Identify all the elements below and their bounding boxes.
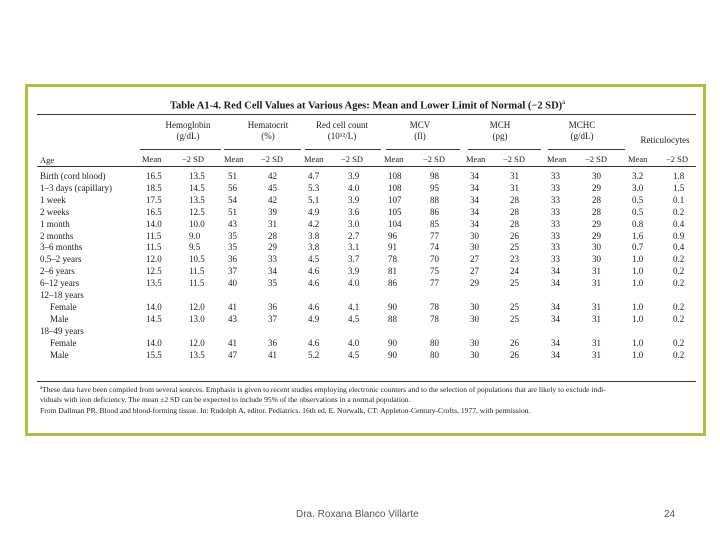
table-row [28, 278, 703, 289]
value-cell: 77 [430, 230, 439, 241]
value-cell: 29 [592, 230, 601, 241]
column-header-7 [615, 135, 715, 146]
value-cell: 33 [551, 194, 560, 205]
age-cell: 2 weeks [40, 206, 70, 217]
value-cell: 33 [551, 182, 560, 193]
value-cell: 78 [388, 254, 397, 265]
value-cell: 0.1 [673, 194, 685, 205]
value-cell: 86 [430, 206, 439, 217]
value-cell: 91 [388, 242, 397, 253]
value-cell: 80 [430, 349, 439, 360]
value-cell: 0.9 [673, 230, 685, 241]
column-group-rule [548, 149, 625, 150]
mean-subheader: Mean [628, 154, 648, 164]
value-cell: 4.5 [308, 254, 320, 265]
table-row [28, 350, 703, 361]
value-cell: 28 [592, 206, 601, 217]
value-cell: 18.5 [146, 182, 162, 193]
value-cell: 31 [510, 171, 519, 181]
source-citation: From Dallman PR. Blood and blood-forming tissue. In: Rudolph A, editor. Pediatrics. 16th ed. E. Norwalk, CT: Appleton-Century-Crofts, 1977, with permission. [40, 406, 531, 415]
value-cell: 11.5 [189, 266, 205, 277]
value-cell: 4.6 [308, 337, 320, 348]
value-cell: 5.2 [308, 349, 320, 360]
table-title-text: Table A1-4. Red Cell Values at Various Ages: Mean and Lower Limit of Normal (−2 SD) [170, 100, 563, 112]
value-cell: 34 [551, 266, 560, 277]
sd-subheader: −2 SD [182, 154, 205, 164]
value-cell: 34 [470, 182, 479, 193]
value-cell: 0.2 [673, 278, 685, 289]
value-cell: 0.2 [673, 349, 685, 360]
value-cell: 4.0 [348, 337, 360, 348]
value-cell: 1.0 [632, 278, 644, 289]
value-cell: 34 [551, 313, 560, 324]
value-cell: 77 [430, 278, 439, 289]
value-cell: 11.5 [189, 278, 205, 289]
mean-subheader: Mean [384, 154, 404, 164]
value-cell: 3.1 [348, 242, 360, 253]
value-cell: 88 [430, 194, 439, 205]
age-cell: Female [50, 301, 77, 312]
table-row [28, 207, 703, 218]
value-cell: 96 [388, 230, 397, 241]
value-cell: 4.9 [308, 206, 320, 217]
value-cell: 95 [430, 182, 439, 193]
value-cell: 3.0 [348, 218, 360, 229]
footnote-line-2: viduals with iron deficiency. The mean ±2 SD can be expected to include 95% of the observations in a normal population. [40, 395, 411, 404]
value-cell: 10.5 [189, 254, 205, 265]
value-cell: 13.0 [189, 313, 205, 324]
table-row [28, 338, 703, 349]
value-cell: 14.5 [146, 313, 162, 324]
value-cell: 75 [430, 266, 439, 277]
age-cell: 1 week [40, 194, 66, 205]
value-cell: 14.0 [146, 301, 162, 312]
value-cell: 34 [268, 266, 277, 277]
value-cell: 13.5 [189, 349, 205, 360]
footer-author: Dra. Roxana Blanco Villarte [296, 509, 419, 520]
sd-subheader: −2 SD [585, 154, 608, 164]
column-header-unit: (fl) [414, 131, 426, 141]
value-cell: 27 [470, 266, 479, 277]
value-cell: 33 [551, 218, 560, 229]
value-cell: 35 [268, 278, 277, 289]
value-cell: 0.2 [673, 254, 685, 265]
value-cell: 3.9 [348, 266, 360, 277]
value-cell: 27 [470, 254, 479, 265]
value-cell: 30 [470, 337, 479, 348]
sd-subheader: −2 SD [261, 154, 284, 164]
value-cell: 1.0 [632, 254, 644, 265]
value-cell: 0.2 [673, 266, 685, 277]
value-cell: 36 [268, 301, 277, 312]
table-row [28, 254, 703, 265]
value-cell: 3.8 [308, 242, 320, 253]
value-cell: 1.0 [632, 337, 644, 348]
page-number: 24 [664, 509, 676, 520]
value-cell: 33 [551, 254, 560, 265]
value-cell: 4.9 [308, 313, 320, 324]
age-cell: Birth (cord blood) [40, 171, 106, 181]
sd-subheader: −2 SD [341, 154, 364, 164]
value-cell: 4.0 [348, 182, 360, 193]
value-cell: 98 [430, 171, 439, 181]
value-cell: 41 [268, 349, 277, 360]
value-cell: 1.0 [632, 313, 644, 324]
value-cell: 12.0 [146, 254, 162, 265]
value-cell: 28 [592, 194, 601, 205]
value-cell: 4.1 [348, 301, 360, 312]
value-cell: 36 [228, 254, 237, 265]
age-cell: 2 months [40, 230, 74, 241]
value-cell: 0.4 [673, 218, 685, 229]
bottom-rule [37, 381, 696, 382]
value-cell: 25 [510, 313, 519, 324]
value-cell: 85 [430, 218, 439, 229]
value-cell: 31 [510, 182, 519, 193]
value-cell: 9.0 [189, 230, 201, 241]
value-cell: 4.0 [348, 278, 360, 289]
value-cell: 33 [551, 171, 560, 181]
value-cell: 74 [430, 242, 439, 253]
value-cell: 33 [551, 242, 560, 253]
value-cell: 39 [268, 206, 277, 217]
value-cell: 5.1 [308, 194, 320, 205]
table-row [28, 183, 703, 194]
value-cell: 12.0 [189, 337, 205, 348]
value-cell: 105 [388, 206, 402, 217]
value-cell: 11.5 [146, 242, 162, 253]
value-cell: 78 [430, 313, 439, 324]
value-cell: 90 [388, 349, 397, 360]
value-cell: 16.5 [146, 206, 162, 217]
value-cell: 29 [592, 218, 601, 229]
value-cell: 0.2 [673, 337, 685, 348]
value-cell: 34 [551, 278, 560, 289]
value-cell: 108 [388, 182, 402, 193]
value-cell: 30 [470, 242, 479, 253]
value-cell: 4.6 [308, 278, 320, 289]
value-cell: 42 [268, 171, 277, 181]
column-header-unit: (g/dL) [176, 131, 200, 141]
table-group-row [28, 326, 703, 337]
value-cell: 43 [228, 313, 237, 324]
age-cell: 18–49 years [40, 325, 84, 336]
value-cell: 31 [592, 337, 601, 348]
value-cell: 30 [470, 349, 479, 360]
value-cell: 13.5 [146, 278, 162, 289]
value-cell: 1.5 [673, 182, 685, 193]
table-row [28, 242, 703, 253]
column-group-rule [305, 149, 381, 150]
column-header-unit: (10¹²/L) [327, 131, 357, 141]
column-header-name: MCHC [568, 120, 596, 130]
value-cell: 1.0 [632, 301, 644, 312]
sd-subheader: −2 SD [666, 154, 689, 164]
value-cell: 25 [510, 301, 519, 312]
value-cell: 4.2 [308, 218, 320, 229]
table-row [28, 266, 703, 277]
age-cell: Male [50, 349, 69, 360]
value-cell: 35 [228, 242, 237, 253]
value-cell: 80 [430, 337, 439, 348]
value-cell: 30 [592, 171, 601, 181]
value-cell: 26 [510, 230, 519, 241]
column-header-unit: (g/dL) [570, 131, 594, 141]
column-header-name: Hematocrit [247, 120, 289, 130]
column-group-rule [386, 149, 460, 150]
value-cell: 30 [470, 230, 479, 241]
column-header-name: MCH [489, 120, 511, 130]
value-cell: 31 [592, 266, 601, 277]
value-cell: 35 [228, 230, 237, 241]
value-cell: 34 [470, 218, 479, 229]
value-cell: 40 [228, 278, 237, 289]
value-cell: 24 [510, 266, 519, 277]
value-cell: 25 [510, 242, 519, 253]
value-cell: 37 [268, 313, 277, 324]
value-cell: 14.0 [146, 218, 162, 229]
value-cell: 41 [228, 337, 237, 348]
value-cell: 1.8 [673, 171, 685, 181]
value-cell: 12.5 [146, 266, 162, 277]
value-cell: 29 [268, 242, 277, 253]
age-cell: Female [50, 337, 77, 348]
value-cell: 23 [510, 254, 519, 265]
value-cell: 56 [228, 182, 237, 193]
value-cell: 70 [430, 254, 439, 265]
value-cell: 0.2 [673, 313, 685, 324]
value-cell: 47 [228, 349, 237, 360]
value-cell: 4.6 [308, 301, 320, 312]
table-row [28, 302, 703, 313]
table-title [170, 98, 565, 112]
value-cell: 30 [592, 242, 601, 253]
column-header-name: MCV [409, 120, 431, 130]
value-cell: 31 [592, 278, 601, 289]
value-cell: 3.2 [632, 171, 644, 181]
table-row [28, 314, 703, 325]
value-cell: 12.0 [189, 301, 205, 312]
value-cell: 10.0 [189, 218, 205, 229]
value-cell: 0.8 [632, 218, 644, 229]
value-cell: 3.0 [632, 182, 644, 193]
value-cell: 33 [551, 206, 560, 217]
table-row [28, 231, 703, 242]
value-cell: 45 [268, 182, 277, 193]
value-cell: 11.5 [146, 230, 162, 241]
value-cell: 0.2 [673, 301, 685, 312]
title-footnote-marker: a [562, 98, 566, 106]
value-cell: 13.5 [189, 194, 205, 205]
column-header-name: Red cell count [316, 120, 368, 130]
value-cell: 34 [551, 349, 560, 360]
value-cell: 108 [388, 171, 402, 181]
value-cell: 4.5 [348, 349, 360, 360]
value-cell: 0.5 [632, 206, 644, 217]
value-cell: 42 [268, 194, 277, 205]
value-cell: 16.5 [146, 171, 162, 181]
mean-subheader: Mean [142, 154, 162, 164]
value-cell: 28 [510, 194, 519, 205]
age-cell: 1 month [40, 218, 70, 229]
value-cell: 26 [510, 349, 519, 360]
value-cell: 43 [228, 218, 237, 229]
age-cell: 1–3 days (capillary) [40, 182, 112, 193]
value-cell: 34 [470, 171, 479, 181]
value-cell: 33 [551, 230, 560, 241]
value-cell: 25 [510, 278, 519, 289]
age-header: Age [40, 155, 55, 165]
value-cell: 34 [551, 337, 560, 348]
value-cell: 0.7 [632, 242, 644, 253]
value-cell: 4.7 [308, 171, 320, 181]
age-cell: 3–6 months [40, 242, 83, 253]
mean-subheader: Mean [224, 154, 244, 164]
value-cell: 3.6 [348, 206, 360, 217]
value-cell: 14.5 [189, 182, 205, 193]
value-cell: 51 [228, 171, 237, 181]
value-cell: 78 [430, 301, 439, 312]
mean-subheader: Mean [304, 154, 324, 164]
column-header-unit: (%) [261, 131, 275, 141]
table-row [28, 195, 703, 206]
column-group-rule [468, 149, 541, 150]
value-cell: 28 [268, 230, 277, 241]
value-cell: 29 [470, 278, 479, 289]
mean-subheader: Mean [466, 154, 486, 164]
value-cell: 31 [592, 301, 601, 312]
value-cell: 34 [470, 194, 479, 205]
column-group-rule [140, 149, 221, 150]
value-cell: 5.3 [308, 182, 320, 193]
value-cell: 88 [388, 313, 397, 324]
value-cell: 104 [388, 218, 402, 229]
value-cell: 34 [470, 206, 479, 217]
table-group-row [28, 290, 703, 301]
table-frame [25, 84, 706, 436]
value-cell: 31 [592, 349, 601, 360]
value-cell: 1.0 [632, 349, 644, 360]
value-cell: 41 [228, 301, 237, 312]
value-cell: 28 [510, 218, 519, 229]
column-header-name: Reticulocytes [640, 135, 690, 145]
value-cell: 3.8 [308, 230, 320, 241]
value-cell: 9.5 [189, 242, 201, 253]
value-cell: 3.9 [348, 194, 360, 205]
value-cell: 0.5 [632, 194, 644, 205]
value-cell: 30 [470, 301, 479, 312]
mean-subheader: Mean [547, 154, 567, 164]
column-group-rule [224, 149, 301, 150]
value-cell: 51 [228, 206, 237, 217]
value-cell: 29 [592, 182, 601, 193]
value-cell: 17.5 [146, 194, 162, 205]
value-cell: 30 [470, 313, 479, 324]
value-cell: 81 [388, 266, 397, 277]
age-cell: 2–6 years [40, 266, 75, 277]
value-cell: 30 [592, 254, 601, 265]
top-rule [37, 114, 696, 115]
age-cell: 6–12 years [40, 278, 80, 289]
sd-subheader: −2 SD [423, 154, 446, 164]
age-cell: Male [50, 313, 69, 324]
value-cell: 3.9 [348, 171, 360, 181]
value-cell: 13.5 [189, 171, 205, 181]
value-cell: 90 [388, 337, 397, 348]
value-cell: 1.0 [632, 266, 644, 277]
table-row [28, 171, 703, 182]
value-cell: 12.5 [189, 206, 205, 217]
value-cell: 31 [592, 313, 601, 324]
value-cell: 37 [228, 266, 237, 277]
value-cell: 54 [228, 194, 237, 205]
value-cell: 4.6 [308, 266, 320, 277]
value-cell: 26 [510, 337, 519, 348]
column-header-name: Hemoglobin [165, 120, 211, 130]
value-cell: 34 [551, 301, 560, 312]
value-cell: 36 [268, 337, 277, 348]
table-row [28, 219, 703, 230]
value-cell: 0.2 [673, 206, 685, 217]
value-cell: 4.5 [348, 313, 360, 324]
value-cell: 28 [510, 206, 519, 217]
value-cell: 14.0 [146, 337, 162, 348]
value-cell: 90 [388, 301, 397, 312]
value-cell: 2.7 [348, 230, 360, 241]
sd-subheader: −2 SD [503, 154, 526, 164]
value-cell: 33 [268, 254, 277, 265]
header-rule [37, 166, 696, 167]
value-cell: 0.4 [673, 242, 685, 253]
column-header-unit: (pg) [492, 131, 508, 141]
age-cell: 12–18 years [40, 290, 84, 300]
value-cell: 1.6 [632, 230, 644, 241]
value-cell: 31 [268, 218, 277, 229]
footnote-line-1: ªThese data have been compiled from several sources. Emphasis is given to recent studies employing electronic counters and to the selection of populations that are likely to exclude indi- [40, 385, 606, 394]
value-cell: 15.5 [146, 349, 162, 360]
value-cell: 3.7 [348, 254, 360, 265]
value-cell: 107 [388, 194, 402, 205]
value-cell: 86 [388, 278, 397, 289]
age-cell: 0.5–2 years [40, 254, 82, 265]
